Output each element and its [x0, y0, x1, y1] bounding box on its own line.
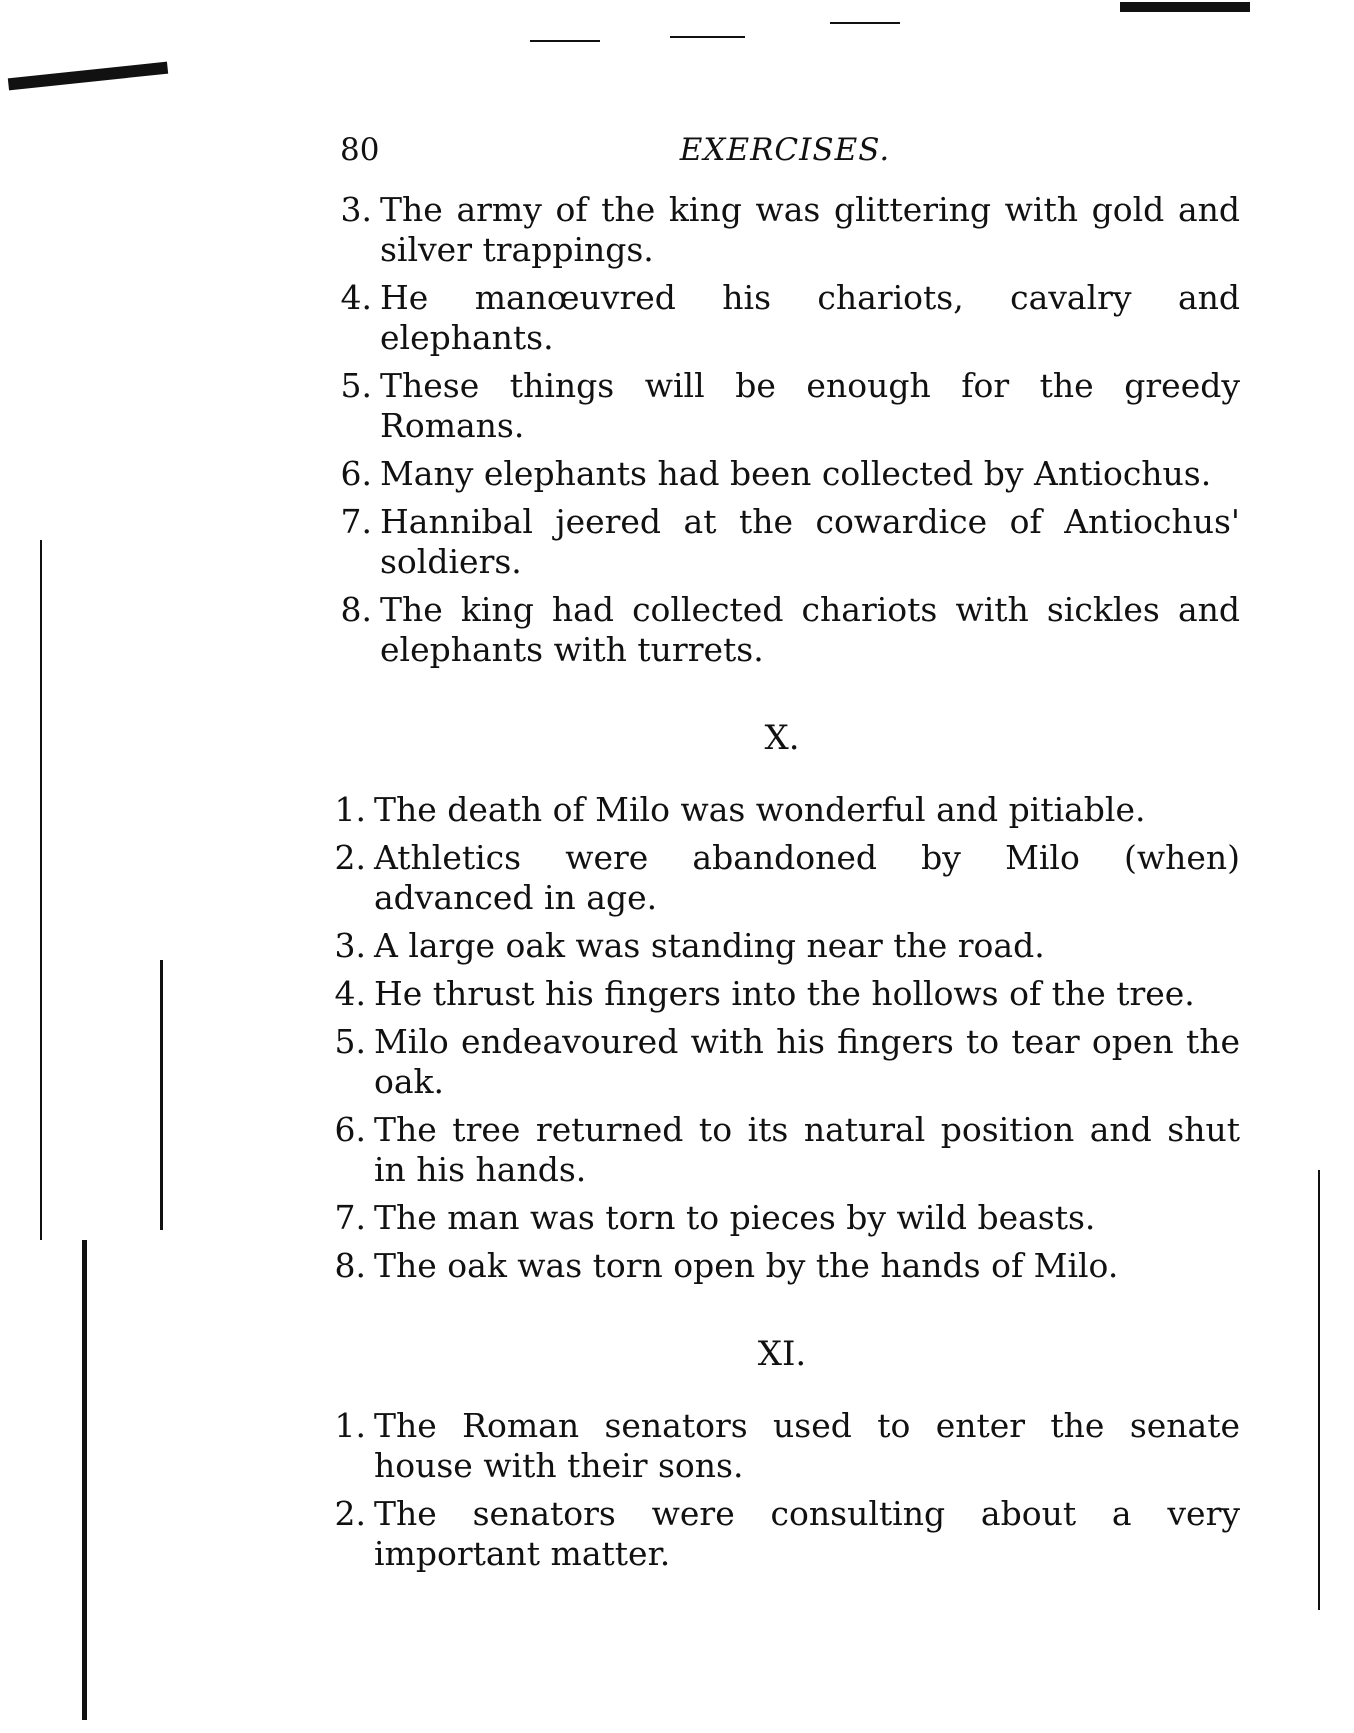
running-title: EXERCISES.: [679, 132, 891, 168]
scan-artifact-top-dash-2: [670, 36, 745, 38]
exercise-item: 6. Many elephants had been collected by Antiochus.: [340, 454, 1212, 493]
scan-artifact-left-line-2: [82, 1240, 87, 1720]
continued-exercise-list: [330, 190, 1240, 670]
exercise-item: 3. The army of the king was glittering with gold and silver trappings.: [340, 190, 1240, 269]
book-page: [330, 130, 1240, 1582]
section-xi: [324, 1334, 1240, 1574]
exercise-item: 8. The oak was torn open by the hands of Milo.: [334, 1246, 1119, 1285]
exercise-item: 1. The death of Milo was wonderful and pitiable.: [334, 790, 1146, 829]
scan-artifact-left-line-3: [160, 960, 163, 1230]
exercise-item: 5. Milo endeavoured with his fingers to tear open the oak.: [334, 1022, 1240, 1101]
scan-artifact-left-line-1: [40, 540, 42, 1240]
scan-artifact-right-line: [1318, 1170, 1320, 1610]
scan-artifact-top-right: [1120, 2, 1250, 12]
scan-artifact-top-dash-1: [530, 40, 600, 42]
exercise-item: 2. The senators were consulting about a very important matter.: [334, 1494, 1240, 1573]
section-heading: XI.: [757, 1334, 807, 1374]
exercise-item: 5. These things will be enough for the greedy Romans.: [340, 366, 1240, 445]
exercise-item: 6. The tree returned to its natural position and shut in his hands.: [334, 1110, 1240, 1189]
exercise-item: 7. Hannibal jeered at the cowardice of Antiochus' soldiers.: [340, 502, 1240, 581]
exercise-item: 7. The man was torn to pieces by wild beasts.: [334, 1198, 1096, 1237]
page-number: 80: [340, 132, 380, 168]
exercise-item: 4. He manœuvred his chariots, cavalry and elephants.: [340, 278, 1240, 357]
exercise-item: 1. The Roman senators used to enter the senate house with their sons.: [334, 1406, 1240, 1485]
exercise-item: 2. Athletics were abandoned by Milo (when) advanced in age.: [334, 838, 1240, 917]
scan-artifact-top-dash-3: [830, 22, 900, 24]
section-heading: X.: [764, 718, 800, 758]
exercise-item: 4. He thrust his fingers into the hollows of the tree.: [334, 974, 1195, 1013]
exercise-item: 8. The king had collected chariots with sickles and elephants with turrets.: [340, 590, 1240, 669]
running-head: [330, 130, 1240, 190]
scan-artifact-top-left: [8, 62, 168, 91]
section-x: [324, 718, 1240, 1286]
exercise-item: 3. A large oak was standing near the road.: [334, 926, 1045, 965]
